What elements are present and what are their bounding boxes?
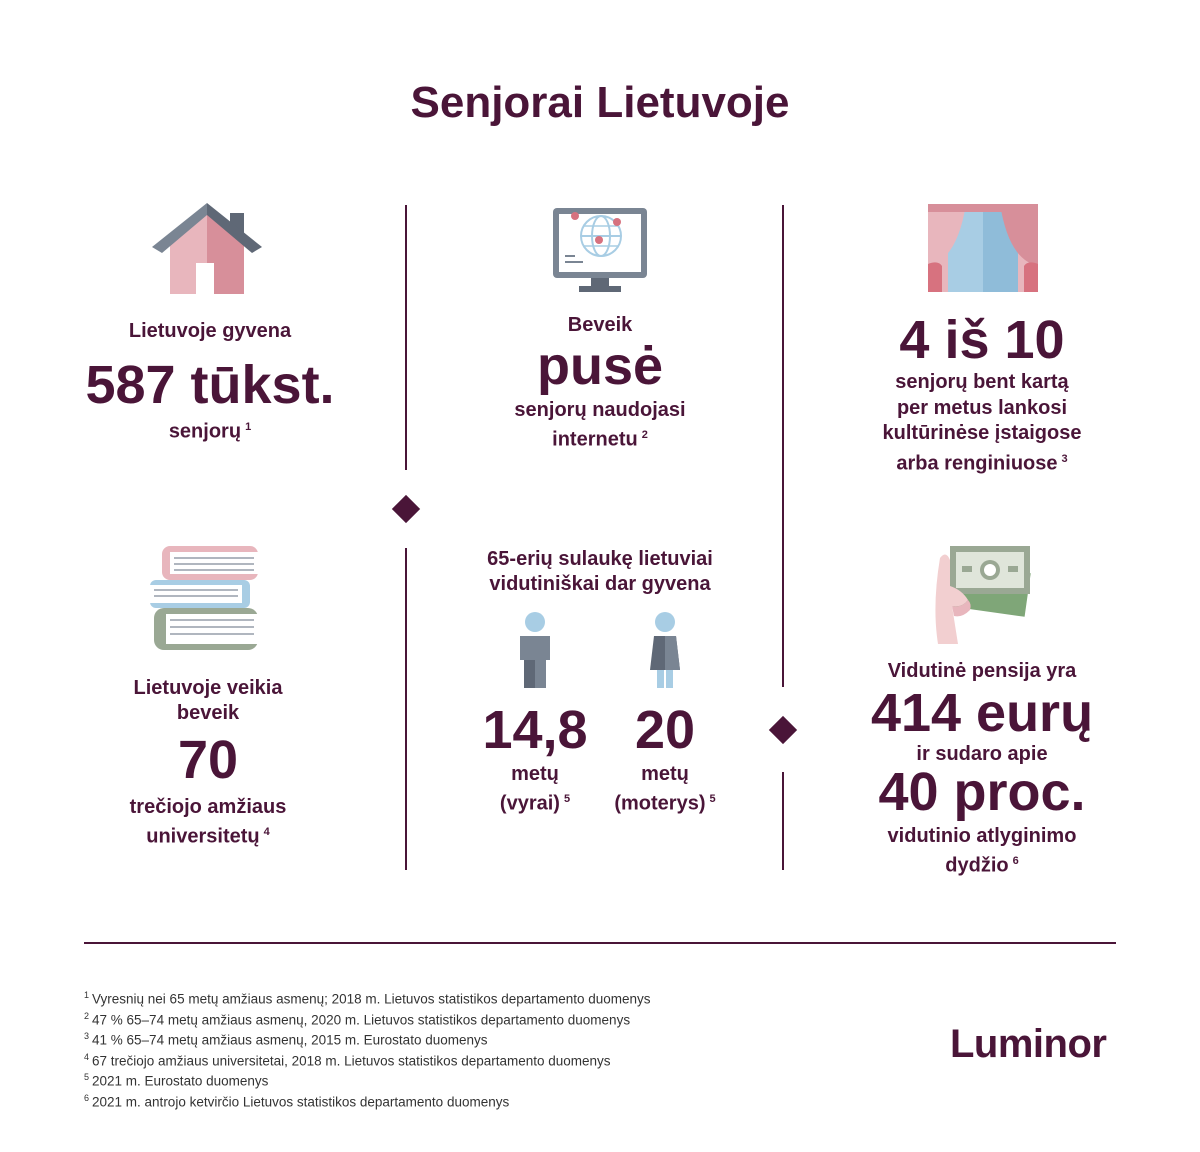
books-icon <box>150 546 260 650</box>
man-icon <box>518 612 552 688</box>
footnote-3-text: 41 % 65–74 metų amžiaus asmenų, 2015 m. Eurostato duomenys <box>92 1032 488 1048</box>
divider-diamond-right <box>769 716 797 744</box>
divider-left-top <box>405 205 407 470</box>
life-heading-line1: 65-erių sulaukę lietuviai <box>487 548 713 570</box>
pension-post-line1: vidutinio atlyginimo <box>887 825 1077 847</box>
footnote-6 <box>84 1088 509 1113</box>
life-women-ref: 5 <box>709 793 716 805</box>
footnote-4-num: 4 <box>84 1051 90 1062</box>
footnote-1-num: 1 <box>84 990 90 1000</box>
internet-pre: Beveik <box>567 314 633 336</box>
divider-diamond-left <box>392 495 420 523</box>
footnote-1-text: Vyresnių nei 65 metų amžiaus asmenų; 2018 m. Lietuvos statistikos departamento duomenys <box>92 991 651 1007</box>
page-title: Senjorai Lietuvoje <box>410 78 790 127</box>
pension-post-text: dydžio <box>945 854 1009 877</box>
life-men-value: 14,8 <box>482 700 588 760</box>
culture-line3: kultūrinėse įstaigose <box>882 422 1082 444</box>
life-women-unit: metų <box>641 763 689 785</box>
life-women-label <box>585 786 745 817</box>
money-hand-icon <box>932 546 1036 644</box>
divider-right-top <box>782 205 784 687</box>
divider-left-bottom <box>405 548 407 870</box>
pension-pre: Vidutinė pensija yra <box>887 660 1077 682</box>
culture-line1: senjorų bent kartą <box>895 371 1069 393</box>
pension-value2: 40 proc. <box>878 762 1086 822</box>
globe-monitor-icon <box>553 208 647 294</box>
population-post <box>80 414 340 445</box>
life-heading-line2: vidutiniškai dar gyvena <box>489 573 711 595</box>
woman-icon <box>648 612 682 688</box>
footnote-4-text: 67 trečiojo amžiaus universitetai, 2018 m. Lietuvos statistikos departamento duomenys <box>92 1053 611 1068</box>
footnote-2-num: 2 <box>84 1010 90 1021</box>
internet-post-line2 <box>470 422 730 453</box>
house-icon <box>152 203 262 295</box>
culture-line4-text: arba renginiuose <box>896 452 1058 475</box>
footer-divider <box>84 942 1116 944</box>
internet-post-text: internetu <box>552 428 638 451</box>
universities-post-text: universitetų <box>146 825 260 848</box>
theater-curtain-icon <box>928 204 1038 292</box>
footnote-2-text: 47 % 65–74 metų amžiaus asmenų, 2020 m. Lietuvos statistikos departamento duomenys <box>92 1012 631 1027</box>
footnote-3-num: 3 <box>84 1031 90 1041</box>
universities-post-line1: trečiojo amžiaus <box>129 796 287 818</box>
internet-ref: 2 <box>641 429 648 441</box>
life-women-label-text: (moterys) <box>614 792 706 815</box>
population-post-text: senjorų <box>168 420 242 443</box>
universities-pre-line2: beveik <box>176 702 240 724</box>
pension-ref: 6 <box>1012 855 1019 867</box>
footnote-5-text: 2021 m. Eurostato duomenys <box>92 1073 269 1089</box>
divider-right-bottom <box>782 772 784 870</box>
brand-logo: Luminor <box>950 1022 1107 1066</box>
pension-post-line2 <box>832 848 1132 879</box>
universities-ref: 4 <box>263 826 270 838</box>
footnote-5-num: 5 <box>84 1072 90 1082</box>
culture-line2: per metus lankosi <box>896 397 1068 419</box>
population-value: 587 tūkst. <box>85 355 335 415</box>
life-women-value: 20 <box>634 700 696 760</box>
footnote-6-num: 6 <box>84 1092 90 1103</box>
culture-line4 <box>832 446 1132 477</box>
life-men-unit: metų <box>511 763 559 785</box>
universities-post-line2 <box>78 819 338 850</box>
life-men-label-text: (vyrai) <box>499 792 560 815</box>
population-pre: Lietuvoje gyvena <box>128 320 292 342</box>
life-men-ref: 5 <box>563 793 571 805</box>
universities-value: 70 <box>177 730 239 790</box>
internet-post-line1: senjorų naudojasi <box>514 399 686 421</box>
culture-value: 4 iš 10 <box>899 310 1065 370</box>
universities-pre-line1: Lietuvoje veikia <box>133 677 283 699</box>
culture-ref: 3 <box>1061 453 1068 465</box>
pension-value: 414 eurų <box>870 683 1094 743</box>
pension-mid: ir sudaro apie <box>916 743 1048 765</box>
footnote-6-text: 2021 m. antrojo ketvirčio Lietuvos statistikos departamento duomenys <box>92 1094 510 1109</box>
internet-value: pusė <box>536 336 664 396</box>
population-ref: 1 <box>245 421 252 433</box>
